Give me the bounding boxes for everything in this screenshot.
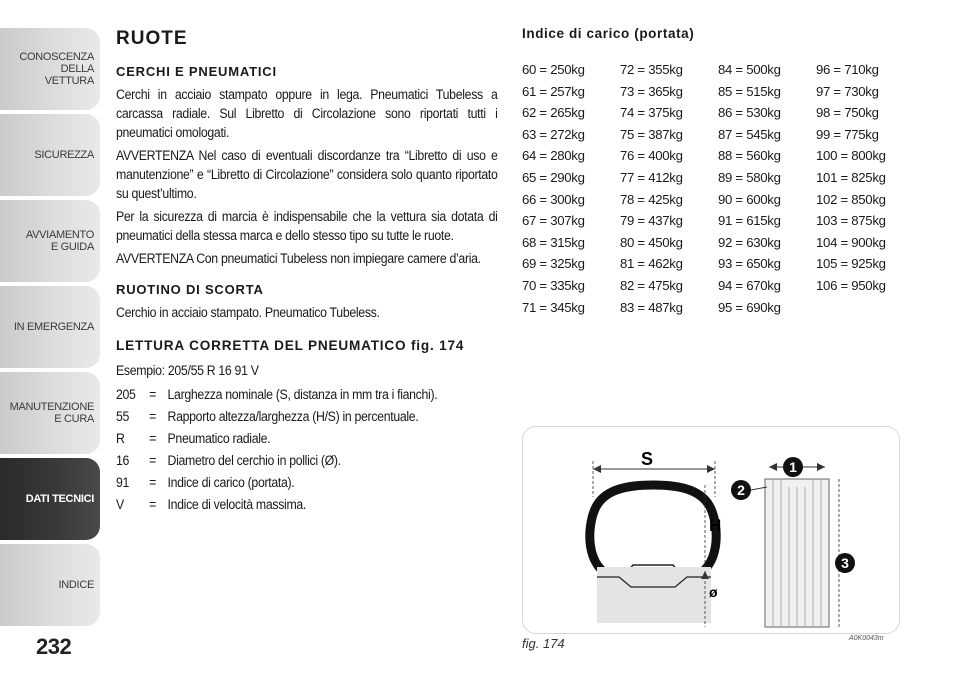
tyre-example: Esempio: 205/55 R 16 91 V [116, 363, 259, 378]
load-index-entry: 63 = 272kg [522, 126, 585, 142]
load-index-entry: 76 = 400kg [620, 148, 683, 164]
wheels-section [116, 24, 500, 516]
dimension-1-arrow-left [769, 463, 777, 471]
load-index-entry: 92 = 630kg [718, 234, 781, 250]
load-index-entry: 83 = 487kg [620, 299, 683, 315]
definition-row [116, 450, 498, 472]
tyre-reading-heading: LETTURA CORRETTA DEL PNEUMATICO fig. 174 [116, 338, 465, 353]
load-index-entry: 87 = 545kg [718, 126, 781, 142]
load-index-entry: 78 = 425kg [620, 191, 683, 207]
definition-text: Rapporto altezza/larghezza (H/S) in percentuale. [167, 409, 419, 424]
definition-key: 55 [116, 409, 130, 424]
load-index-entry: 80 = 450kg [620, 234, 683, 250]
rims-paragraph-1: Cerchi in acciaio stampato oppure in lega. Pneumatici Tubeless a carcassa radiale. Sul Libretto di Circolazione sono riportati tutti i pneumatici omologati. [116, 87, 498, 140]
load-index-entry: 68 = 315kg [522, 234, 585, 250]
load-index-entry: 82 = 475kg [620, 277, 683, 293]
definition-row [116, 384, 498, 406]
definition-equals: = [149, 453, 157, 468]
definition-key: R [116, 431, 125, 446]
definition-row [116, 428, 498, 450]
dimension-s-arrow-right [707, 465, 715, 473]
load-index-entry: 94 = 670kg [718, 277, 781, 293]
load-index-entry: 62 = 265kg [522, 105, 585, 121]
tab-avviamento-e-guida[interactable]: AVVIAMENTO E GUIDA [0, 200, 100, 282]
label-s: S [641, 449, 654, 469]
tyre-code-definitions [116, 384, 500, 516]
figure-code: A0K0043m [849, 635, 884, 642]
load-index-entry: 74 = 375kg [620, 105, 683, 121]
rim-body [597, 567, 711, 623]
load-index-entry: 71 = 345kg [522, 299, 585, 315]
load-index-entry: 72 = 355kg [620, 62, 683, 77]
label-diameter: ø [709, 584, 718, 600]
load-index-entry: 70 = 335kg [522, 277, 585, 293]
load-index-entry: 75 = 387kg [620, 126, 683, 142]
tab-conoscenza-della-vettura[interactable]: CONOSCENZA DELLA VETTURA [0, 28, 100, 110]
load-index-entry: 77 = 412kg [620, 169, 683, 185]
rims-warning-1: AVVERTENZA Nel caso di eventuali discordanze tra “Libretto di uso e manutenzione” e “Libretto di Circolazione” considera solo quanto riportato su quest’ultimo. [116, 148, 498, 201]
definition-text: Larghezza nominale (S, distanza in mm tra i fianchi). [167, 387, 438, 402]
load-index-entry: 69 = 325kg [522, 256, 585, 272]
definition-row [116, 406, 498, 428]
load-index-entry: 104 = 900kg [816, 234, 886, 250]
tab-sicurezza[interactable]: SICUREZZA [0, 114, 100, 196]
definition-text: Indice di velocità massima. [167, 497, 307, 512]
dimension-1-arrow-right [817, 463, 825, 471]
load-index-entry: 88 = 560kg [718, 148, 781, 164]
definition-text: Indice di carico (portata). [167, 475, 295, 490]
load-index-entry: 101 = 825kg [816, 169, 886, 185]
load-index-entry: 90 = 600kg [718, 191, 781, 207]
definition-text: Pneumatico radiale. [167, 431, 271, 446]
definition-row [116, 472, 498, 494]
definition-equals: = [149, 431, 157, 446]
spare-paragraph: Cerchio in acciaio stampato. Pneumatico Tubeless. [116, 305, 380, 320]
callout-3: 3 [841, 555, 849, 571]
load-index-heading: Indice di carico (portata) [522, 26, 695, 41]
label-h: H [709, 516, 722, 535]
tab-manutenzione-e-cura[interactable]: MANUTENZIONE E CURA [0, 372, 100, 454]
tab-dati-tecnici[interactable]: DATI TECNICI [0, 458, 100, 540]
load-index-entry: 85 = 515kg [718, 83, 781, 99]
load-index-entry: 86 = 530kg [718, 105, 781, 121]
definition-equals: = [149, 475, 157, 490]
section-title: RUOTE [116, 28, 188, 49]
definition-key: 16 [116, 453, 130, 468]
load-index-entry: 100 = 800kg [816, 148, 886, 164]
figure-caption: fig. 174 [522, 636, 565, 651]
definition-equals: = [149, 497, 157, 512]
load-index-entry: 98 = 750kg [816, 105, 879, 121]
definition-key: 91 [116, 475, 130, 490]
dimension-s-arrow-left [593, 465, 601, 473]
definition-key: 205 [116, 387, 136, 402]
load-index-entry: 97 = 730kg [816, 83, 879, 99]
load-index-entry: 84 = 500kg [718, 62, 781, 77]
rims-heading: CERCHI E PNEUMATICI [116, 64, 277, 79]
load-index-entry: 67 = 307kg [522, 213, 585, 229]
tyre-cross-section-drawing [523, 427, 899, 633]
tab-in-emergenza[interactable]: IN EMERGENZA [0, 286, 100, 368]
load-index-entry: 102 = 850kg [816, 191, 886, 207]
load-index-entry: 66 = 300kg [522, 191, 585, 207]
load-index-entry: 64 = 280kg [522, 148, 585, 164]
rims-paragraph-2: Per la sicurezza di marcia è indispensabile che la vettura sia dotata di pneumatici della stessa marca e dello stesso tipo su tutte le ruote. [116, 209, 498, 243]
load-index-entry: 95 = 690kg [718, 299, 781, 315]
load-index-entry: 96 = 710kg [816, 62, 879, 77]
tab-indice[interactable]: INDICE [0, 544, 100, 626]
definition-row [116, 494, 498, 516]
load-index-section [522, 24, 942, 318]
load-index-entry: 99 = 775kg [816, 126, 879, 142]
load-index-column [718, 59, 816, 318]
load-index-entry: 61 = 257kg [522, 83, 585, 99]
rims-warning-2: AVVERTENZA Con pneumatici Tubeless non impiegare camere d’aria. [116, 251, 481, 266]
load-index-entry: 65 = 290kg [522, 169, 585, 185]
definition-equals: = [149, 409, 157, 424]
load-index-column [816, 59, 914, 318]
load-index-entry: 103 = 875kg [816, 213, 886, 229]
callout-1: 1 [789, 459, 797, 475]
load-index-entry: 106 = 950kg [816, 277, 886, 293]
definition-text: Diametro del cerchio in pollici (Ø). [167, 453, 341, 468]
spare-heading: RUOTINO DI SCORTA [116, 282, 264, 297]
load-index-column [522, 59, 620, 318]
tyre-diagram [522, 426, 900, 634]
load-index-table [522, 59, 942, 318]
load-index-entry: 91 = 615kg [718, 213, 781, 229]
load-index-column [620, 59, 718, 318]
load-index-entry: 79 = 437kg [620, 213, 683, 229]
load-index-entry: 73 = 365kg [620, 83, 683, 99]
load-index-entry: 105 = 925kg [816, 256, 886, 272]
load-index-entry: 60 = 250kg [522, 62, 585, 77]
definition-equals: = [149, 387, 157, 402]
tyre-profile [590, 485, 716, 577]
load-index-entry: 89 = 580kg [718, 169, 781, 185]
load-index-entry: 81 = 462kg [620, 256, 683, 272]
page-number: 232 [36, 634, 72, 659]
definition-key: V [116, 497, 124, 512]
load-index-entry: 93 = 650kg [718, 256, 781, 272]
callout-2: 2 [737, 482, 745, 498]
